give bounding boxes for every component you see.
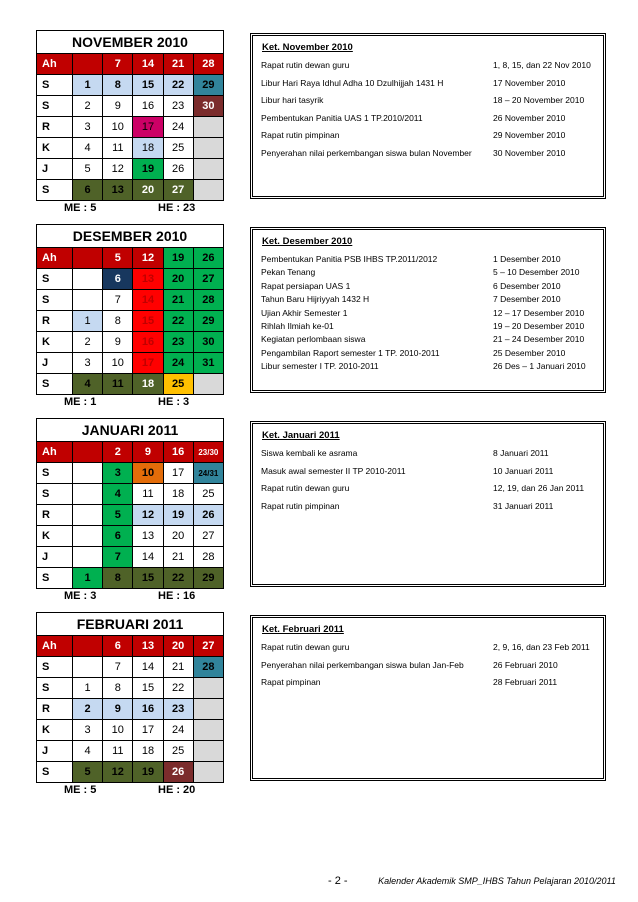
date-cell: 6 xyxy=(103,526,133,547)
date-cell: 15 xyxy=(133,678,163,699)
event-row xyxy=(253,308,603,321)
calendar-week-row xyxy=(37,269,224,290)
notes-box xyxy=(250,227,606,393)
date-cell: 10 xyxy=(103,117,133,138)
date-cell: 2 xyxy=(73,699,103,720)
date-cell: 15 xyxy=(133,311,163,332)
event-row xyxy=(253,78,603,96)
event-row xyxy=(253,321,603,334)
event-description: Tahun Baru Hijriyyah 1432 H xyxy=(261,294,370,305)
event-date: 12 – 17 Desember 2010 xyxy=(493,307,585,318)
notes-title: Ket. Desember 2010 xyxy=(262,236,353,247)
date-cell: 18 xyxy=(133,741,163,762)
date-cell: 11 xyxy=(133,484,163,505)
weekday-label: S xyxy=(37,678,73,699)
date-cell: 3 xyxy=(103,463,133,484)
event-description: Libur Hari Raya Idhul Adha 10 Dzulhijjah 1431 H xyxy=(261,77,444,88)
calendar-week-row xyxy=(37,75,224,96)
effective-days xyxy=(36,395,224,409)
notes-box xyxy=(250,421,606,587)
date-cell: 13 xyxy=(133,269,163,290)
event-date: 26 November 2010 xyxy=(493,112,566,123)
date-cell: 6 xyxy=(103,636,133,657)
weekday-label: Ah xyxy=(37,248,73,269)
event-row xyxy=(253,334,603,347)
date-cell: 23 xyxy=(163,699,193,720)
month-calendar xyxy=(36,224,224,409)
date-cell: 11 xyxy=(103,741,133,762)
date-cell: 16 xyxy=(133,699,163,720)
date-cell: 24 xyxy=(163,117,193,138)
date-cell: 26 xyxy=(193,248,223,269)
calendar-week-row xyxy=(37,657,224,678)
calendar-week-row xyxy=(37,180,224,201)
date-cell: 5 xyxy=(103,248,133,269)
event-description: Pekan Tenang xyxy=(261,267,316,278)
event-row xyxy=(253,660,603,678)
event-date: 30 November 2010 xyxy=(493,147,566,158)
date-cell xyxy=(73,657,103,678)
calendar-week-row xyxy=(37,678,224,699)
date-cell: 26 xyxy=(163,762,193,783)
event-row xyxy=(253,348,603,361)
date-cell: 1 xyxy=(73,75,103,96)
weekday-label: K xyxy=(37,526,73,547)
date-cell: 30 xyxy=(193,332,223,353)
event-description: Rihlah Ilmiah ke-01 xyxy=(261,320,334,331)
event-date: 17 November 2010 xyxy=(493,77,566,88)
calendar-week-row xyxy=(37,54,224,75)
calendar-grid xyxy=(36,247,224,395)
date-cell: 13 xyxy=(133,636,163,657)
calendar-week-row xyxy=(37,568,224,589)
weekday-label: S xyxy=(37,374,73,395)
date-cell: 28 xyxy=(193,547,223,568)
date-cell: 3 xyxy=(73,720,103,741)
event-date: 1 Desember 2010 xyxy=(493,254,561,264)
event-date: 26 Des – 1 Januari 2010 xyxy=(493,361,586,372)
calendar-week-row xyxy=(37,484,224,505)
date-cell: 30 xyxy=(193,96,223,117)
date-cell: 1 xyxy=(73,568,103,589)
weekday-label: Ah xyxy=(37,442,73,463)
event-row xyxy=(253,267,603,280)
date-cell: 10 xyxy=(103,720,133,741)
calendar-week-row xyxy=(37,374,224,395)
notes-title: Ket. Januari 2011 xyxy=(262,430,340,441)
month-calendar xyxy=(36,418,224,603)
event-date: 12, 19, dan 26 Jan 2011 xyxy=(493,483,585,494)
date-cell xyxy=(73,463,103,484)
calendar-week-row xyxy=(37,699,224,720)
effective-days xyxy=(36,783,224,797)
weekday-label: S xyxy=(37,657,73,678)
weekday-label: R xyxy=(37,311,73,332)
event-description: Rapat persiapan UAS 1 xyxy=(261,280,351,291)
notes-title: Ket. November 2010 xyxy=(262,42,353,53)
date-cell xyxy=(73,636,103,657)
event-description: Pembentukan Panitia PSB IHBS TP.2011/2012 xyxy=(261,254,438,264)
weekday-label: K xyxy=(37,332,73,353)
event-description: Masuk awal semester II TP 2010-2011 xyxy=(261,465,406,476)
calendar-week-row xyxy=(37,117,224,138)
date-cell xyxy=(193,180,223,201)
date-cell: 14 xyxy=(133,547,163,568)
date-cell: 27 xyxy=(163,180,193,201)
date-cell: 21 xyxy=(163,547,193,568)
date-cell: 4 xyxy=(73,138,103,159)
date-cell: 5 xyxy=(73,762,103,783)
date-cell: 22 xyxy=(163,568,193,589)
weekday-label: S xyxy=(37,96,73,117)
date-cell: 27 xyxy=(193,269,223,290)
date-cell xyxy=(73,526,103,547)
date-cell: 16 xyxy=(163,442,193,463)
date-cell: 19 xyxy=(163,248,193,269)
event-row xyxy=(253,642,603,660)
date-cell: 5 xyxy=(73,159,103,180)
weekday-label: S xyxy=(37,269,73,290)
date-cell: 8 xyxy=(103,75,133,96)
date-cell: 4 xyxy=(73,374,103,395)
weekday-label: J xyxy=(37,547,73,568)
date-cell: 20 xyxy=(163,269,193,290)
date-cell: 23 xyxy=(163,332,193,353)
event-row xyxy=(253,483,603,501)
me-count: ME : 3 xyxy=(64,590,97,602)
event-date: 26 Februari 2010 xyxy=(493,659,558,670)
calendar-week-row xyxy=(37,159,224,180)
he-count: HE : 16 xyxy=(158,590,196,602)
calendar-week-row xyxy=(37,442,224,463)
date-cell xyxy=(193,699,223,720)
date-cell: 22 xyxy=(163,311,193,332)
page-number: - 2 - xyxy=(328,875,348,887)
date-cell: 18 xyxy=(163,484,193,505)
notes-box xyxy=(250,615,606,781)
date-cell: 7 xyxy=(103,547,133,568)
page-footer xyxy=(328,875,616,887)
date-cell: 18 xyxy=(133,138,163,159)
date-cell: 26 xyxy=(193,505,223,526)
event-date: 29 November 2010 xyxy=(493,130,566,141)
effective-days xyxy=(36,201,224,215)
event-row xyxy=(253,148,603,166)
date-cell: 17 xyxy=(163,463,193,484)
weekday-label: J xyxy=(37,741,73,762)
event-description: Penyerahan nilai perkembangan siswa bulan November xyxy=(261,147,472,158)
date-cell: 2 xyxy=(73,332,103,353)
date-cell: 21 xyxy=(163,54,193,75)
date-cell: 8 xyxy=(103,311,133,332)
event-row xyxy=(253,254,603,267)
notes-title: Ket. Februari 2011 xyxy=(262,624,344,635)
event-row xyxy=(253,677,603,695)
date-cell: 11 xyxy=(103,138,133,159)
calendar-week-row xyxy=(37,505,224,526)
event-description: Rapat rutin dewan guru xyxy=(261,60,350,70)
calendar-week-row xyxy=(37,290,224,311)
date-cell: 8 xyxy=(103,678,133,699)
date-cell: 31 xyxy=(193,353,223,374)
date-cell: 23 xyxy=(163,96,193,117)
date-cell: 29 xyxy=(193,311,223,332)
date-cell: 20 xyxy=(133,180,163,201)
weekday-label: J xyxy=(37,353,73,374)
date-cell: 8 xyxy=(103,568,133,589)
date-cell: 18 xyxy=(133,374,163,395)
calendar-week-row xyxy=(37,463,224,484)
date-cell xyxy=(193,159,223,180)
event-description: Libur semester I TP. 2010-2011 xyxy=(261,361,379,372)
calendar-week-row xyxy=(37,332,224,353)
event-description: Pengambilan Raport semester 1 TP. 2010-2011 xyxy=(261,347,440,358)
date-cell xyxy=(73,290,103,311)
event-date: 21 – 24 Desember 2010 xyxy=(493,334,585,345)
date-cell: 1 xyxy=(73,678,103,699)
date-cell: 12 xyxy=(103,762,133,783)
event-date: 28 Februari 2011 xyxy=(493,677,558,688)
date-cell: 1 xyxy=(73,311,103,332)
event-row xyxy=(253,113,603,131)
footer-text: Kalender Akademik SMP_IHBS Tahun Pelajaran 2010/2011 xyxy=(378,876,616,886)
event-date: 8 Januari 2011 xyxy=(493,448,549,458)
weekday-label: S xyxy=(37,568,73,589)
date-cell: 28 xyxy=(193,290,223,311)
date-cell: 6 xyxy=(103,269,133,290)
date-cell: 12 xyxy=(133,248,163,269)
date-cell xyxy=(193,741,223,762)
event-row xyxy=(253,60,603,78)
event-date: 1, 8, 15, dan 22 Nov 2010 xyxy=(493,60,591,70)
date-cell: 10 xyxy=(133,463,163,484)
calendar-grid xyxy=(36,441,224,589)
calendar-week-row xyxy=(37,353,224,374)
weekday-label: J xyxy=(37,159,73,180)
weekday-label: S xyxy=(37,180,73,201)
event-date: 7 Desember 2010 xyxy=(493,294,561,305)
date-cell: 14 xyxy=(133,54,163,75)
date-cell: 7 xyxy=(103,657,133,678)
event-row xyxy=(253,501,603,519)
he-count: HE : 23 xyxy=(158,202,196,214)
weekday-label: S xyxy=(37,762,73,783)
event-row xyxy=(253,294,603,307)
date-cell: 15 xyxy=(133,75,163,96)
event-description: Rapat rutin pimpinan xyxy=(261,500,340,511)
date-cell: 25 xyxy=(163,138,193,159)
date-cell xyxy=(193,720,223,741)
date-cell xyxy=(73,547,103,568)
calendar-week-row xyxy=(37,762,224,783)
date-cell: 6 xyxy=(73,180,103,201)
date-cell: 17 xyxy=(133,720,163,741)
date-cell: 19 xyxy=(163,505,193,526)
date-cell: 20 xyxy=(163,636,193,657)
date-cell: 22 xyxy=(163,75,193,96)
effective-days xyxy=(36,589,224,603)
date-cell: 25 xyxy=(163,374,193,395)
weekday-label: R xyxy=(37,699,73,720)
calendar-week-row xyxy=(37,526,224,547)
date-cell: 23/30 xyxy=(193,442,223,463)
date-cell: 25 xyxy=(193,484,223,505)
date-cell xyxy=(73,54,103,75)
event-row xyxy=(253,466,603,484)
date-cell: 7 xyxy=(103,290,133,311)
date-cell xyxy=(193,374,223,395)
date-cell: 4 xyxy=(103,484,133,505)
date-cell: 27 xyxy=(193,636,223,657)
weekday-label: Ah xyxy=(37,636,73,657)
event-date: 18 – 20 November 2010 xyxy=(493,95,585,106)
me-count: ME : 5 xyxy=(64,202,97,214)
date-cell: 21 xyxy=(163,290,193,311)
date-cell xyxy=(73,269,103,290)
event-description: Penyerahan nilai perkembangan siswa bulan Jan-Feb xyxy=(261,659,464,670)
date-cell xyxy=(73,248,103,269)
weekday-label: S xyxy=(37,484,73,505)
event-description: Ujian Akhir Semester 1 xyxy=(261,307,348,318)
date-cell: 29 xyxy=(193,568,223,589)
event-date: 2, 9, 16, dan 23 Feb 2011 xyxy=(493,642,590,652)
calendar-grid xyxy=(36,53,224,201)
event-description: Siswa kembali ke asrama xyxy=(261,448,358,458)
date-cell: 13 xyxy=(133,526,163,547)
calendar-week-row xyxy=(37,547,224,568)
calendar-week-row xyxy=(37,720,224,741)
date-cell xyxy=(193,117,223,138)
calendar-week-row xyxy=(37,138,224,159)
date-cell: 3 xyxy=(73,117,103,138)
date-cell: 21 xyxy=(163,657,193,678)
event-date: 25 Desember 2010 xyxy=(493,347,566,358)
month-calendar xyxy=(36,30,224,215)
weekday-label: S xyxy=(37,290,73,311)
weekday-label: R xyxy=(37,505,73,526)
weekday-label: K xyxy=(37,138,73,159)
he-count: HE : 3 xyxy=(158,396,190,408)
weekday-label: K xyxy=(37,720,73,741)
calendar-title: FEBRUARI 2011 xyxy=(36,612,224,635)
weekday-label: R xyxy=(37,117,73,138)
date-cell: 16 xyxy=(133,332,163,353)
event-date: 31 Januari 2011 xyxy=(493,500,554,511)
calendar-title: DESEMBER 2010 xyxy=(36,224,224,247)
date-cell: 9 xyxy=(103,96,133,117)
date-cell: 17 xyxy=(133,353,163,374)
notes-box xyxy=(250,33,606,199)
date-cell: 4 xyxy=(73,741,103,762)
event-row xyxy=(253,361,603,374)
date-cell: 26 xyxy=(163,159,193,180)
date-cell xyxy=(73,484,103,505)
calendar-week-row xyxy=(37,96,224,117)
event-description: Pembentukan Panitia UAS 1 TP.2010/2011 xyxy=(261,112,423,123)
he-count: HE : 20 xyxy=(158,784,196,796)
calendar-week-row xyxy=(37,248,224,269)
date-cell: 19 xyxy=(133,762,163,783)
calendar-week-row xyxy=(37,311,224,332)
date-cell: 24/31 xyxy=(193,463,223,484)
event-description: Rapat rutin dewan guru xyxy=(261,483,350,494)
calendar-title: NOVEMBER 2010 xyxy=(36,30,224,53)
date-cell: 17 xyxy=(133,117,163,138)
date-cell: 5 xyxy=(103,505,133,526)
date-cell: 16 xyxy=(133,96,163,117)
date-cell: 28 xyxy=(193,54,223,75)
date-cell: 13 xyxy=(103,180,133,201)
event-description: Libur hari tasyrik xyxy=(261,95,324,106)
date-cell: 22 xyxy=(163,678,193,699)
date-cell xyxy=(193,138,223,159)
date-cell: 25 xyxy=(163,741,193,762)
date-cell: 14 xyxy=(133,290,163,311)
event-description: Kegiatan perlombaan siswa xyxy=(261,334,366,345)
date-cell: 3 xyxy=(73,353,103,374)
date-cell xyxy=(73,505,103,526)
calendar-grid xyxy=(36,635,224,783)
date-cell: 20 xyxy=(163,526,193,547)
calendar-title: JANUARI 2011 xyxy=(36,418,224,441)
calendar-week-row xyxy=(37,741,224,762)
event-date: 6 Desember 2010 xyxy=(493,280,561,291)
event-row xyxy=(253,448,603,466)
weekday-label: Ah xyxy=(37,54,73,75)
date-cell: 29 xyxy=(193,75,223,96)
date-cell: 12 xyxy=(103,159,133,180)
event-row xyxy=(253,130,603,148)
event-date: 19 – 20 Desember 2010 xyxy=(493,320,585,331)
event-description: Rapat pimpinan xyxy=(261,677,321,688)
date-cell: 2 xyxy=(103,442,133,463)
date-cell: 19 xyxy=(133,159,163,180)
date-cell: 7 xyxy=(103,54,133,75)
weekday-label: S xyxy=(37,463,73,484)
date-cell: 11 xyxy=(103,374,133,395)
date-cell: 15 xyxy=(133,568,163,589)
me-count: ME : 5 xyxy=(64,784,97,796)
date-cell: 14 xyxy=(133,657,163,678)
date-cell xyxy=(193,762,223,783)
weekday-label: S xyxy=(37,75,73,96)
event-row xyxy=(253,281,603,294)
date-cell: 9 xyxy=(133,442,163,463)
date-cell: 9 xyxy=(103,332,133,353)
date-cell: 28 xyxy=(193,657,223,678)
date-cell: 27 xyxy=(193,526,223,547)
event-row xyxy=(253,95,603,113)
date-cell: 24 xyxy=(163,720,193,741)
date-cell: 24 xyxy=(163,353,193,374)
event-date: 10 Januari 2011 xyxy=(493,465,554,476)
date-cell xyxy=(73,442,103,463)
event-date: 5 – 10 Desember 2010 xyxy=(493,267,580,278)
date-cell xyxy=(193,678,223,699)
date-cell: 10 xyxy=(103,353,133,374)
calendar-week-row xyxy=(37,636,224,657)
date-cell: 12 xyxy=(133,505,163,526)
event-description: Rapat rutin pimpinan xyxy=(261,130,340,141)
me-count: ME : 1 xyxy=(64,396,97,408)
month-calendar xyxy=(36,612,224,797)
date-cell: 9 xyxy=(103,699,133,720)
event-description: Rapat rutin dewan guru xyxy=(261,642,350,652)
date-cell: 2 xyxy=(73,96,103,117)
